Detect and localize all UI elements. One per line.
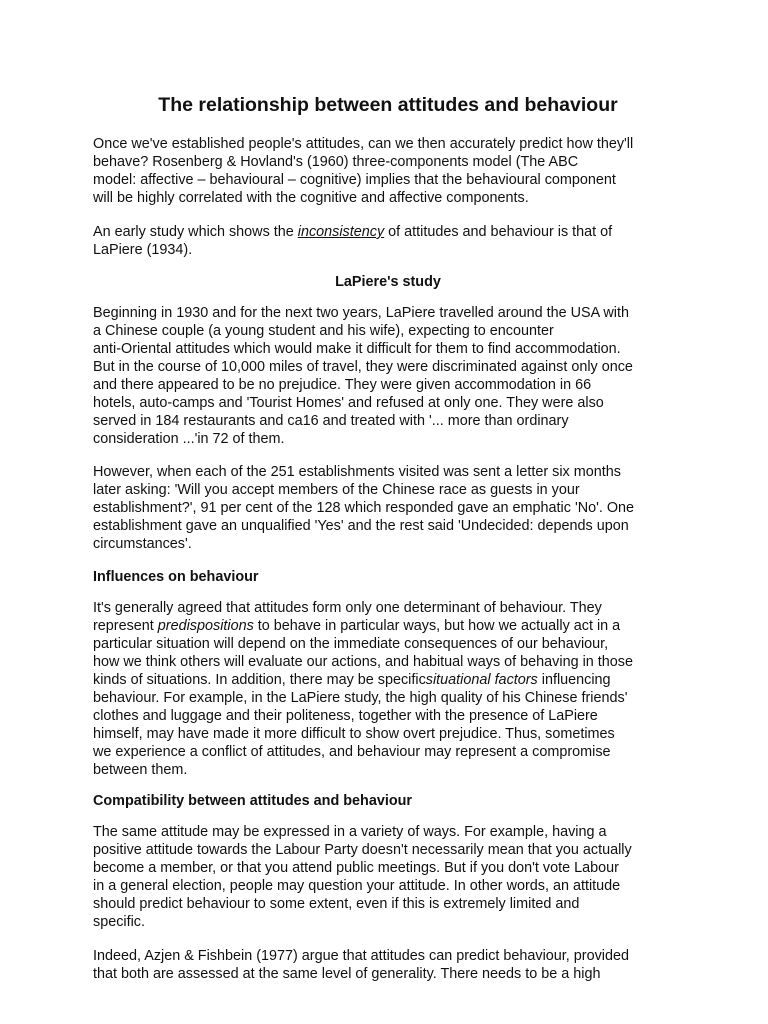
- text-line: The same attitude may be expressed in a variety of ways. For example, having a: [93, 824, 607, 840]
- text-run: to behave in particular ways, but how we actually act in a: [253, 618, 621, 634]
- text-line: that both are assessed at the same level of generality. There needs to be a high: [93, 966, 601, 982]
- text-line: should predict behaviour to some extent, even if this is extremely limited and: [93, 896, 580, 912]
- text-line: establishment?', 91 per cent of the 128 which responded gave an emphatic 'No'. One: [93, 500, 635, 516]
- text-line: hotels, auto-camps and 'Tourist Homes' and refused at only one. They were also: [93, 395, 604, 411]
- text-line: [93, 617, 683, 635]
- text-run: kinds of situations. In addition, there may be specific: [93, 672, 426, 688]
- text-line: particular situation will depend on the immediate consequences of our behaviour,: [93, 636, 609, 652]
- text-line: clothes and luggage and their politeness, together with the presence of LaPiere: [93, 708, 598, 724]
- text-line: Beginning in 1930 and for the next two years, LaPiere travelled around the USA with: [93, 305, 629, 321]
- text-line: specific.: [93, 914, 145, 930]
- text-line: Indeed, Azjen & Fishbein (1977) argue that attitudes can predict behaviour, provided: [93, 948, 630, 964]
- text-line: Once we've established people's attitudes, can we then accurately predict how they'll: [93, 136, 634, 152]
- text-line: anti-Oriental attitudes which would make it difficult for them to find accommodation.: [93, 341, 621, 357]
- heading-compatibility: Compatibility between attitudes and behaviour: [93, 793, 413, 809]
- text-line: model: affective – behavioural – cognitive) implies that the behavioural component: [93, 172, 616, 188]
- text-line: in a general election, people may question your attitude. In other words, an attitude: [93, 878, 621, 894]
- early-study-paragraph: [93, 223, 683, 259]
- text-line: consideration ...'in 72 of them.: [93, 431, 285, 447]
- azjen-fishbein-paragraph: [93, 947, 683, 983]
- text-line: But in the course of 10,000 miles of travel, they were discriminated against only once: [93, 359, 633, 375]
- text-line: and there appeared to be no prejudice. They were given accommodation in 66: [93, 377, 592, 393]
- compatibility-paragraph: [93, 823, 683, 931]
- text-line: [93, 671, 683, 689]
- text-line: served in 184 restaurants and ca16 and treated with '... more than ordinary: [93, 413, 569, 429]
- text-run: influencing: [537, 672, 611, 688]
- lapiere-paragraph: [93, 304, 683, 448]
- text-line: later asking: 'Will you accept members of the Chinese race as guests in your: [93, 482, 580, 498]
- emphasis-inconsistency: inconsistency: [297, 224, 385, 240]
- letter-paragraph: [93, 463, 683, 553]
- intro-paragraph: [93, 135, 683, 207]
- text-line: [93, 223, 683, 241]
- heading-influences: Influences on behaviour: [93, 569, 259, 585]
- text-line: behave? Rosenberg & Hovland's (1960) three-components model (The ABC: [93, 154, 579, 170]
- text-line: However, when each of the 251 establishments visited was sent a letter six months: [93, 464, 621, 480]
- text-line: circumstances'.: [93, 536, 192, 552]
- text-line: himself, may have made it more difficult to show overt prejudice. Thus, sometimes: [93, 726, 615, 742]
- text-line: how we think others will evaluate our actions, and habitual ways of behaving in those: [93, 654, 633, 670]
- text-line: we experience a conflict of attitudes, and behaviour may represent a compromise: [93, 744, 611, 760]
- document-title: The relationship between attitudes and behaviour: [158, 94, 618, 116]
- emphasis-situational-factors: situational factors: [425, 672, 538, 688]
- text-line: between them.: [93, 762, 188, 778]
- text-line: LaPiere (1934).: [93, 242, 193, 258]
- text-run: represent: [93, 618, 158, 634]
- text-line: It's generally agreed that attitudes form only one determinant of behaviour. They: [93, 600, 602, 616]
- influences-paragraph: [93, 599, 683, 779]
- text-run: An early study which shows the: [93, 224, 298, 240]
- text-line: behaviour. For example, in the LaPiere study, the high quality of his Chinese friends': [93, 690, 628, 706]
- text-line: will be highly correlated with the cognitive and affective components.: [93, 190, 529, 206]
- text-line: establishment gave an unqualified 'Yes' and the rest said 'Undecided: depends upon: [93, 518, 629, 534]
- text-line: a Chinese couple (a young student and his wife), expecting to encounter: [93, 323, 554, 339]
- text-run: of attitudes and behaviour is that of: [384, 224, 613, 240]
- emphasis-predispositions: predispositions: [157, 618, 254, 634]
- text-line: become a member, or that you attend public meetings. But if you don't vote Labour: [93, 860, 619, 876]
- heading-lapiere-study: LaPiere's study: [335, 274, 441, 290]
- text-line: positive attitude towards the Labour Party doesn't necessarily mean that you actually: [93, 842, 632, 858]
